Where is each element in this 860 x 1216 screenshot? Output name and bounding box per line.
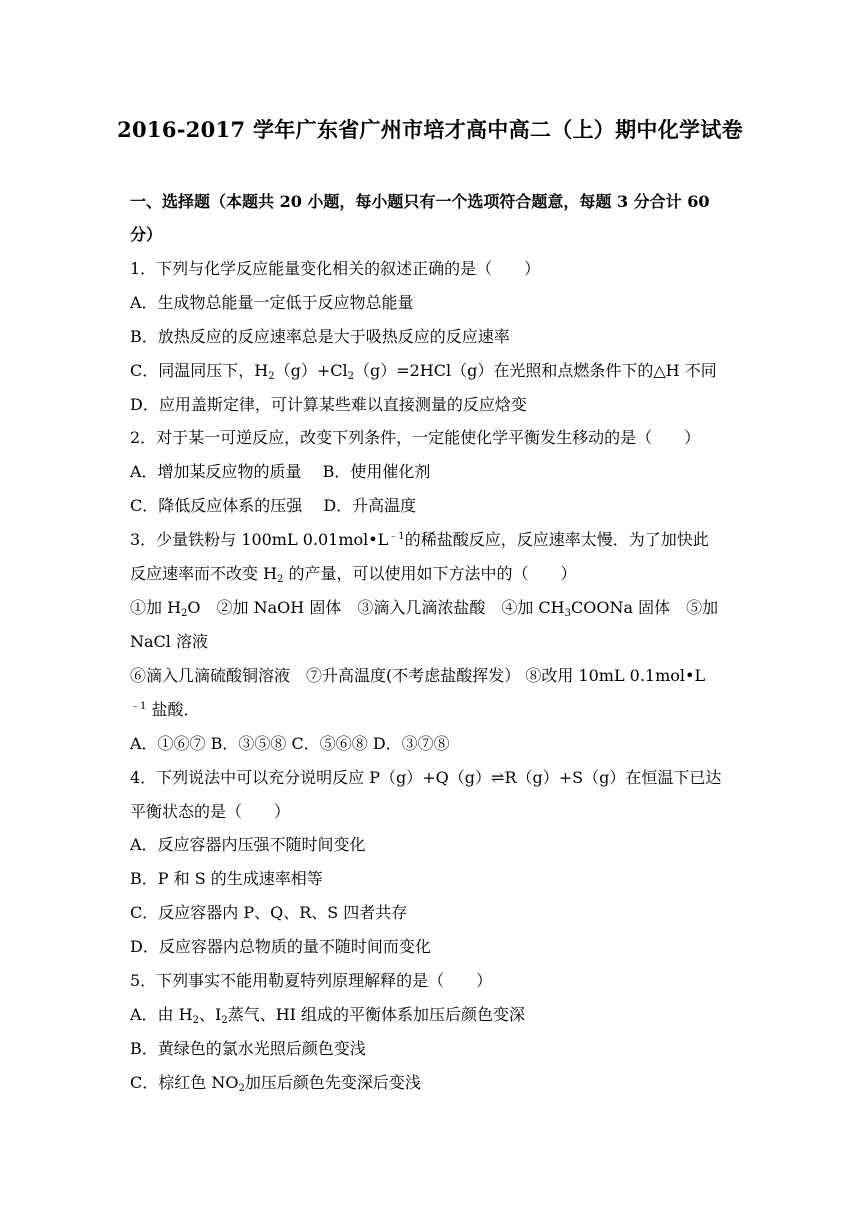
question-4-option-b: B．P 和 S 的生成速率相等 (130, 869, 323, 888)
question-4-option-d: D．反应容器内总物质的量不随时间而变化 (130, 937, 431, 956)
page-title: 2016-2017 学年广东省广州市培才高中高二（上）期中化学试卷 (117, 117, 743, 142)
question-1-stem: 1．下列与化学反应能量变化相关的叙述正确的是（ ） (130, 259, 541, 278)
question-3-stem-line-2: 反应速率而不改变 $H_2$ 的产量，可以使用如下方法中的（ ） (130, 564, 577, 585)
section-heading: 一、选择题（本题共 20 小题，每小题只有一个选项符合题意，每题 3 分合计 60 分） (130, 192, 710, 244)
question-1-option-d: D．应用盖斯定律，可计算某些难以直接测量的反应焓变 (130, 395, 527, 414)
question-1-option-a: A．生成物总能量一定低于反应物总能量 (130, 293, 414, 312)
question-1-option-b: B．放热反应的反应速率总是大于吸热反应的反应速率 (130, 327, 510, 346)
question-4-stem-line-1: 4．下列说法中可以充分说明反应 P（g）+Q（g）⇌R（g）+S（g）在恒温下已达 (130, 768, 722, 787)
question-4-option-c: C．反应容器内 P、Q、R、S 四者共存 (130, 903, 408, 922)
question-5-option-b: B．黄绿色的氯水光照后颜色变浅 (130, 1039, 366, 1058)
question-3-methods-line-3: ⑥滴入几滴硫酸铜溶液 ⑦升高温度(不考虑盐酸挥发） ⑧改用 10mL 0.1mol•L (130, 666, 706, 685)
question-5-stem: 5．下列事实不能用勒夏特列原理解释的是（ ） (130, 971, 493, 990)
question-3-options: A．①⑥⑦ B．③⑤⑧ C．⑤⑥⑧ D．③⑦⑧ (130, 734, 450, 753)
question-2-options-cd: C．降低反应体系的压强 D．升高温度 (130, 496, 417, 515)
question-3-stem-line-1: 3．少量铁粉与 100mL $0.01mol•L^{﹣1}$的稀盐酸反应，反应速率太慢．为了加快此 (130, 530, 709, 549)
question-5-option-c: C．棕红色 $NO_2$加压后颜色先变深后变浅 (130, 1073, 421, 1094)
question-1-option-c: C．同温同压下，$H_2(g)+Cl_2(g)=2HCl(g)$在光照和点燃条件下的△H 不同 (130, 361, 717, 382)
question-4-stem-line-2: 平衡状态的是（ ） (130, 802, 291, 821)
question-4-option-a: A．反应容器内压强不随时间变化 (130, 835, 366, 854)
question-5-option-a: A．由 $H_2$、$I_2$蒸气、HI 组成的平衡体系加压后颜色变深 (130, 1005, 526, 1026)
question-3-methods-line-4: $^{﹣1}$ 盐酸． (130, 700, 200, 719)
question-2-stem: 2．对于某一可逆反应，改变下列条件，一定能使化学平衡发生移动的是（ ） (130, 428, 701, 447)
question-2-options-ab: A．增加某反应物的质量 B．使用催化剂 (130, 462, 431, 481)
question-3-methods-line-2: NaCl 溶液 (130, 632, 208, 651)
question-3-methods-line-1: ①加 $H_2O$ ②加 NaOH 固体 ③滴入几滴浓盐酸 ④加 $CH_3COONa$ 固体 ⑤加 (130, 598, 719, 619)
